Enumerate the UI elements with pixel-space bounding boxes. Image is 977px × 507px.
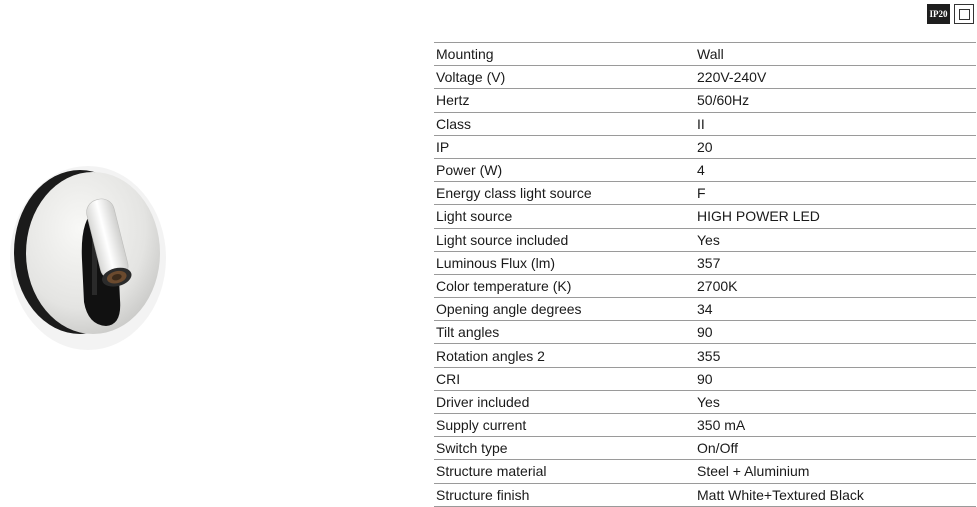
- spec-label: IP: [434, 135, 695, 158]
- certification-badges: [927, 4, 974, 24]
- ip-rating-badge: IP20: [927, 4, 950, 24]
- spec-value: 220V-240V: [695, 66, 976, 89]
- spec-value: 4: [695, 158, 976, 181]
- spec-row: [434, 135, 976, 158]
- spec-label: Rotation angles 2: [434, 344, 695, 367]
- spec-row: [434, 321, 976, 344]
- spec-row: [434, 43, 976, 66]
- spec-row: [434, 414, 976, 437]
- spec-value: Matt White+Textured Black: [695, 483, 976, 506]
- spec-row: [434, 344, 976, 367]
- class-ii-icon: [954, 4, 974, 24]
- spec-value: 357: [695, 251, 976, 274]
- spec-row: [434, 205, 976, 228]
- spec-row: [434, 112, 976, 135]
- spec-label: Structure material: [434, 460, 695, 483]
- spec-value: 34: [695, 298, 976, 321]
- spec-label: Driver included: [434, 390, 695, 413]
- spec-row: [434, 367, 976, 390]
- spec-value: Wall: [695, 43, 976, 66]
- spec-row: [434, 228, 976, 251]
- spec-label: Mounting: [434, 43, 695, 66]
- spec-label: Power (W): [434, 158, 695, 181]
- spec-value: Yes: [695, 390, 976, 413]
- spec-value: II: [695, 112, 976, 135]
- spec-value: 90: [695, 367, 976, 390]
- spec-value: F: [695, 182, 976, 205]
- spec-label: Color temperature (K): [434, 274, 695, 297]
- spec-row: [434, 182, 976, 205]
- spec-value: 50/60Hz: [695, 89, 976, 112]
- specifications-table: [434, 42, 976, 507]
- spec-row: [434, 89, 976, 112]
- spec-label: Class: [434, 112, 695, 135]
- spec-value: Yes: [695, 228, 976, 251]
- spec-label: CRI: [434, 367, 695, 390]
- spec-row: [434, 390, 976, 413]
- spec-label: Light source: [434, 205, 695, 228]
- wall-lamp-image: [0, 150, 200, 400]
- spec-label: Luminous Flux (lm): [434, 251, 695, 274]
- product-image: [0, 150, 200, 400]
- spec-value: 350 mA: [695, 414, 976, 437]
- spec-label: Hertz: [434, 89, 695, 112]
- spec-row: [434, 251, 976, 274]
- spec-value: 20: [695, 135, 976, 158]
- spec-value: HIGH POWER LED: [695, 205, 976, 228]
- spec-label: Supply current: [434, 414, 695, 437]
- spec-label: Structure finish: [434, 483, 695, 506]
- spec-label: Energy class light source: [434, 182, 695, 205]
- spec-row: [434, 158, 976, 181]
- spec-value: 2700K: [695, 274, 976, 297]
- spec-row: [434, 274, 976, 297]
- spec-label: Tilt angles: [434, 321, 695, 344]
- spec-label: Switch type: [434, 437, 695, 460]
- spec-row: [434, 66, 976, 89]
- spec-value: On/Off: [695, 437, 976, 460]
- spec-value: Steel + Aluminium: [695, 460, 976, 483]
- spec-label: Opening angle degrees: [434, 298, 695, 321]
- spec-row: [434, 460, 976, 483]
- spec-label: Light source included: [434, 228, 695, 251]
- spec-label: Voltage (V): [434, 66, 695, 89]
- spec-row: [434, 437, 976, 460]
- spec-row: [434, 483, 976, 506]
- spec-row: [434, 298, 976, 321]
- spec-value: 90: [695, 321, 976, 344]
- spec-value: 355: [695, 344, 976, 367]
